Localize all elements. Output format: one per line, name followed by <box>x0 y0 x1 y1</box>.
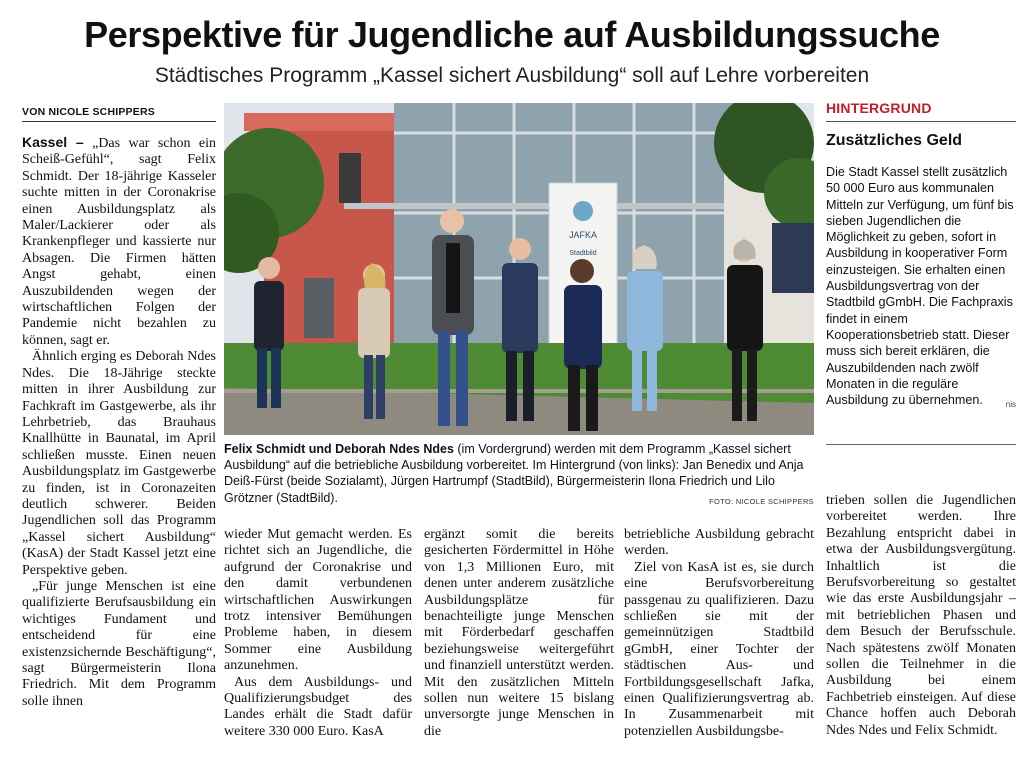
article-paragraph: Ähnlich erging es Deborah Ndes Ndes. Die 18-Jährige steckte mitten in ihrer Ausbildung zur Fachkraft im Gastgewerbe, als ihr Lehrbetrieb, das Brauhaus Knallhütte in Baunatal, im April schließen musste. Einen neuen Ausbildungsplatz im Gastgewerbe zu finden, ist in Coronazeiten deutlich schwerer. Beiden Jugendlichen soll das Programm „Kassel sichert Ausbildung“ (KasA) der Stadt Kassel jetzt eine Perspektive geben. <box>22 349 216 578</box>
article-column-3 <box>424 527 614 740</box>
box-title: Zusätzliches Geld <box>826 132 963 149</box>
box-author: nis <box>1005 400 1016 410</box>
stadtbild-sign-text: Stadtbild <box>569 250 597 257</box>
article-paragraph: Aus dem Ausbildungs- und Qualifizierungsbudget des Landes erhält die Stadt dafür weitere 330 000 Euro. KasA <box>224 674 412 739</box>
headline: Perspektive für Jugendliche auf Ausbildungssuche <box>84 14 940 55</box>
caption-names: Felix Schmidt und Deborah Ndes Ndes <box>224 442 454 456</box>
article-paragraph: wieder Mut gemacht werden. Es richtet sich an Jugendliche, die aufgrund der Coronakrise und den damit verbundenen wirtschaftlichen Auswirkungen trotz intensiver Bemühungen Probleme haben, in diesem Sommer eine Ausbildung anzunehmen. <box>224 527 412 674</box>
subheadline: Städtisches Programm „Kassel sichert Ausbildung“ soll auf Lehre vorbereiten <box>154 64 870 87</box>
article-column-4 <box>624 527 814 740</box>
article-column-2 <box>224 527 412 740</box>
article-paragraph <box>22 134 216 349</box>
background-box <box>826 100 1016 413</box>
box-text <box>826 164 1016 408</box>
article-photo <box>224 103 814 435</box>
article-column-5 <box>826 493 1016 739</box>
dateline: Kassel – <box>22 134 84 150</box>
article-paragraph: ergänzt somit die bereits gesicherten Fördermittel in Höhe von 1,3 Millionen Euro, mit denen unter anderem zusätzliche Ausbildungsplätze für benachteiligte junge Menschen mit Förderbedarf geschaffen beziehungsweise weitergeführt und finanziell unterstützt werden. Mit den zusätzlichen Mitteln sollen nun weitere 15 bislang unversorgte junge Menschen in die <box>424 527 614 739</box>
byline: VON NICOLE SCHIPPERS <box>22 106 216 122</box>
jafka-sign-text: JAFKA <box>568 230 598 240</box>
photo-caption <box>224 441 814 510</box>
article-paragraph: trieben sollen die Jugendlichen vorbereitet werden. Ihre Bezahlung entspricht dabei in etwa der Ausbildungsvergütung. Inhaltlich ist die Berufsvorbereitung so gestaltet wie das erste Ausbildungsjahr – mit betrieblichen Phasen und dem Besuch der Berufsschule. Nach spätestens zwölf Monaten sollen die Teilnehmer in die Ausbildung bei einem Fachbetrieb einsteigen. Auf diese Chance hoffen auch Deborah Ndes Ndes und Felix Schmidt. <box>826 493 1016 738</box>
photo-credit: FOTO: NICOLE SCHIPPERS <box>709 496 814 506</box>
box-kicker: HINTERGRUND <box>826 100 1016 122</box>
paragraph-text: „Das war schon ein Scheiß-Gefühl“, sagt Felix Schmidt. Der 18-jährige Kasseler suchte mitten in der Coronakrise einen Ausbildungsplatz als Maler/Lackierer oder als Krankenpfleger und kassierte nur Absagen. Die Firmen hätten Angst gehabt, einen Auszubildenden wegen der wirtschaftlichen Folgen der Pandemie nicht bezahlen zu können, sagt er. <box>22 136 217 348</box>
box-body: Die Stadt Kassel stellt zusätzlich 50 000 Euro aus kommunalen Mitteln zur Verfügung, um fünf bis sieben Jugendlichen die Möglichkeit zu geben, sofort in Ausbildung in kooperativer Form einzusteigen. Sie erhalten einen Ausbildungsvertrag von der Stadtbild gGmbH. Die Fachpraxis findet in einem Kooperationsbetrieb statt. Dieser muss sich bereit erklären, die Auszubildenden nach zwölf Monaten in die reguläre Ausbildung zu übernehmen. <box>826 165 1014 408</box>
article-column-1 <box>22 134 216 710</box>
box-divider <box>826 444 1016 445</box>
article-paragraph: Ziel von KasA ist es, sie durch eine Berufsvorbereitung passgenau zu qualifizieren. Dazu schließen sie mit der gemeinnützigen Stadtbild gGmbH, einer Tochter der städtischen Aus- und Fortbildungsgesellschaft Jafka, einen Qualifizierungsvertrag ab. In Zusammenarbeit mit potenziellen Ausbildungsbe- <box>624 559 814 739</box>
article-paragraph: betriebliche Ausbildung gebracht werden. <box>624 527 814 559</box>
article-paragraph: „Für junge Menschen ist eine qualifizierte Berufsausbildung ein wichtiges Fundament und entscheidend für eine existenzsichernde Beschäftigung“, sagt Bürgermeisterin Ilona Friedrich. Mit dem Programm solle ihnen <box>22 578 216 709</box>
caption-text: (im Vordergrund) werden mit dem Programm „Kassel sichert Ausbildung“ auf die betriebliche Ausbildung vorbereitet. Im Hintergrund (von links): Jan Benedix und Anja Deiß-Fürst (beide Sozialamt), Jürgen Hartrumpf (StadtBild), Bürgermeisterin Ilona Friedrich und Lilo Grötzner (StadtBild). <box>224 442 804 505</box>
